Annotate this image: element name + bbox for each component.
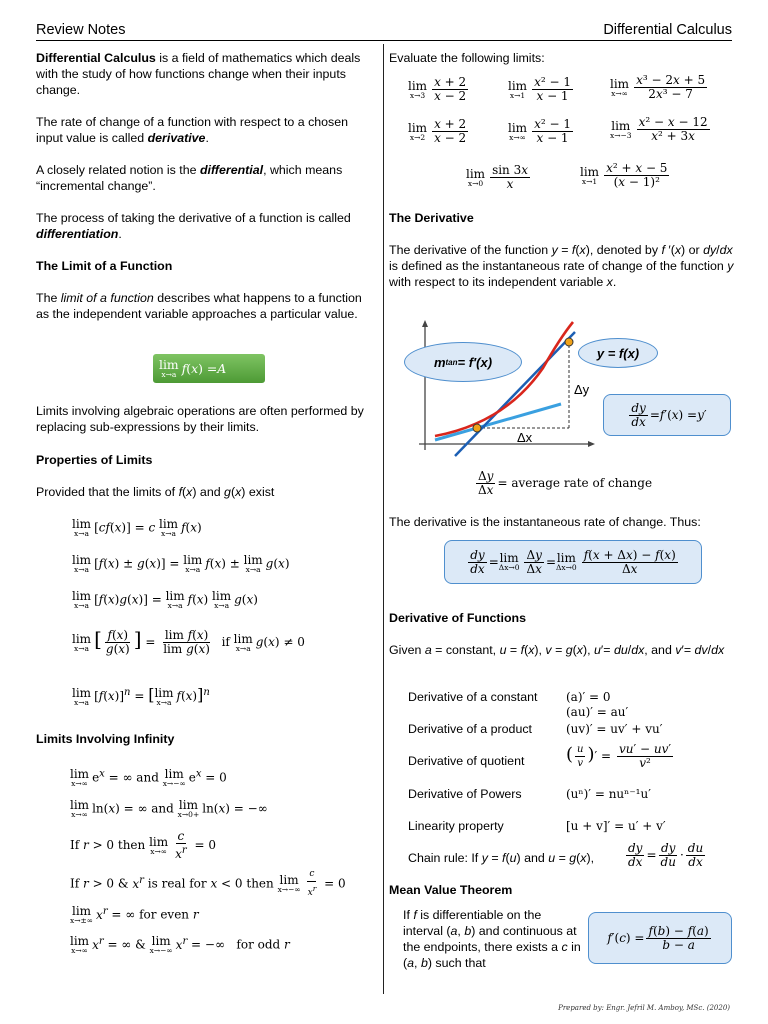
limit-exercise-2: lim x→1 $\frac{\text{x² − 1}}{x - 1}$ <box>508 75 571 103</box>
heading-derivative-functions: Derivative of Functions <box>389 611 527 625</box>
limit-exercise-6: lim x→−3 $\frac{\text{x² − x − 12}}{\text{x² + 3x}}$ <box>610 115 708 143</box>
limit-exercise-7: lim x→0 $\frac{\sin 3x}{x}$ <box>466 163 529 191</box>
derivative-paragraph: The rate of change of a function with respect to a chosen input value is called derivative. <box>36 115 349 145</box>
heading-infinity: Limits Involving Infinity <box>36 732 175 746</box>
column-divider <box>383 44 384 994</box>
point-a <box>473 424 481 432</box>
heading-properties: Properties of Limits <box>36 453 153 467</box>
yfx-callout: y = f(x) <box>578 338 658 368</box>
infinity-negative: If r > 0 & $x^r$ is real for x < 0 then lim x→−∞ $\frac{c}{x^r}$ = 0 <box>70 869 346 898</box>
derivative-graph <box>395 318 595 458</box>
property-power: lim x→a $[f(x)]^n$ = [ lim x→a f(x)]$^n$ <box>72 685 210 707</box>
property-sum: lim x→a [f(x) ± g(x)] = lim x→a f(x) ± lim x→a g(x) <box>72 553 290 574</box>
header-right: Differential Calculus <box>603 22 732 38</box>
property-quotient: lim x→a [ $\frac{f(x)}{g(x)}$ ] = $\frac{\text{lim f(x)}}{\text{lim g(x)}}$ if lim x→a g(x) ≠ 0 <box>72 627 305 656</box>
limit-definition-box: lim x→a f ( x ) = A <box>153 354 265 383</box>
limit-definition-derivative-box: $\frac{dy}{dx}$ = lim Δx→0 $\frac{\Delta y}{\Delta x}$ = lim Δx→0 $\frac{f(x + \Delta x) - f(x)}{\Delta x}$ <box>444 540 702 584</box>
properties-intro: Provided that the limits of f(x) and g(x) exist <box>36 485 275 499</box>
point-b <box>565 338 573 346</box>
derivative-notation-box: $\frac{dy}{dx}$ = f ′( x ) = y ′ <box>603 394 731 436</box>
rule-powers-label: Derivative of Powers <box>408 787 522 801</box>
limit-paragraph: The limit of a function describes what happens to a function as the independent variable approaches a particular value. <box>36 291 362 321</box>
rule-constant-label: Derivative of a constant <box>408 690 538 704</box>
mvt-paragraph: If f is differentiable on the interval (a, b) and continuous at the endpoints, there exists a c in (a, b) such that <box>403 908 581 970</box>
differentiation-paragraph: The process of taking the derivative of a function is called differentiation. <box>36 211 351 241</box>
average-rate: $\frac{\Delta y}{\Delta x}$ = average rate of change <box>478 469 653 497</box>
limit-exercise-1: lim x→3 $\frac{x + 2}{x - 2}$ <box>408 75 467 103</box>
given-paragraph: Given a = constant, u = f(x), v = g(x), u′= du/dx, and v′= dv/dx <box>389 643 725 657</box>
property-constant-multiple: lim x→a [cf(x)] = c lim x→a f(x) <box>72 517 202 538</box>
infinity-reciprocal: If r > 0 then lim x→∞ $\frac{c}{x^r}$ = 0 <box>70 829 217 861</box>
derivative-definition: The derivative of the function y = f(x), denoted by f ′(x) or dy/dx is defined as the instantaneous rate of change of the function y with respect to its independent variable x. <box>389 243 734 289</box>
delta-x-label: Δx <box>517 430 533 445</box>
property-product: lim x→a [f(x)g(x)] = lim x→a f(x) lim x→a g(x) <box>72 589 258 610</box>
heading-derivative: The Derivative <box>389 211 474 225</box>
rule-quotient-math: ( $\frac{u}{v}$ )′ = $\frac{vu' - uv'}{\text{v²}}$ <box>566 742 672 770</box>
rule-chain-math: $\frac{dy}{dx}$ = $\frac{dy}{du}$ · $\frac{du}{dx}$ <box>628 841 704 869</box>
header-left: Review Notes <box>36 22 126 38</box>
rule-quotient-label: Derivative of quotient <box>408 754 525 768</box>
rule-linearity-math: [u + v]′ = u′ + v′ <box>566 819 666 833</box>
heading-limit: The Limit of a Function <box>36 259 173 273</box>
limit-exercise-4: lim x→2 $\frac{x + 2}{x - 2}$ <box>408 117 467 145</box>
limit-exercise-8: lim x→1 $\frac{\text{x² + x − 5}}{\text{(x − 1)²}}$ <box>580 161 668 189</box>
rule-product-math: (uv)′ = uv′ + vu′ <box>566 722 663 736</box>
page-header <box>36 22 732 41</box>
footer-credit: Prepared by: Engr. Jefril M. Amboy, MSc. (2020) <box>558 1004 730 1012</box>
infinity-ln: lim x→∞ ln(x) = ∞ and lim x→0+ ln(x) = −∞ <box>70 798 268 819</box>
limit-exercise-3: lim x→∞ $\frac{\text{x³ − 2x + 5}}{\text{2x³ − 7}}$ <box>610 73 706 101</box>
intro-paragraph: Differential Calculus is a field of mathematics which deals with the study of how functions change when their inputs change. <box>36 51 361 97</box>
delta-y-label: Δy <box>574 382 590 397</box>
rule-chain-label: Chain rule: If y = f(u) and u = g(x), <box>408 851 595 865</box>
mvt-formula-box: f ′( c ) = $\frac{f(b) - f(a)}{b - a}$ <box>588 912 732 964</box>
rule-powers-math: (uⁿ)′ = nuⁿ⁻¹u′ <box>566 787 651 801</box>
infinity-odd: lim x→∞ $x^r$ = ∞ & lim x→−∞ $x^r$ = −∞ for odd r <box>70 934 290 955</box>
tangent-line <box>435 404 561 440</box>
limit-exercise-5: lim x→∞ $\frac{\text{x² − 1}}{x - 1}$ <box>508 117 571 145</box>
differential-paragraph: A closely related notion is the differential, which means “incremental change”. <box>36 163 343 193</box>
infinity-even: lim x→±∞ $x^r$ = ∞ for even r <box>70 904 199 925</box>
infinity-exp: lim x→∞ $e^x$ = ∞ and lim x→−∞ $e^x = 0$ <box>70 767 227 788</box>
instantaneous-paragraph: The derivative is the instantaneous rate of change. Thus: <box>389 515 701 529</box>
algebraic-limits-paragraph: Limits involving algebraic operations are often performed by replacing sub-expressions by their limits. <box>36 404 364 434</box>
rule-constant-multiple-math: (au)′ = au′ <box>566 705 629 719</box>
rule-constant-math: (a)′ = 0 <box>566 690 611 704</box>
mtan-callout: m tan = f′(x) <box>404 342 522 382</box>
evaluate-title: Evaluate the following limits: <box>389 51 545 65</box>
rule-linearity-label: Linearity property <box>408 819 504 833</box>
rule-product-label: Derivative of a product <box>408 722 532 736</box>
heading-mvt: Mean Value Theorem <box>389 883 513 897</box>
